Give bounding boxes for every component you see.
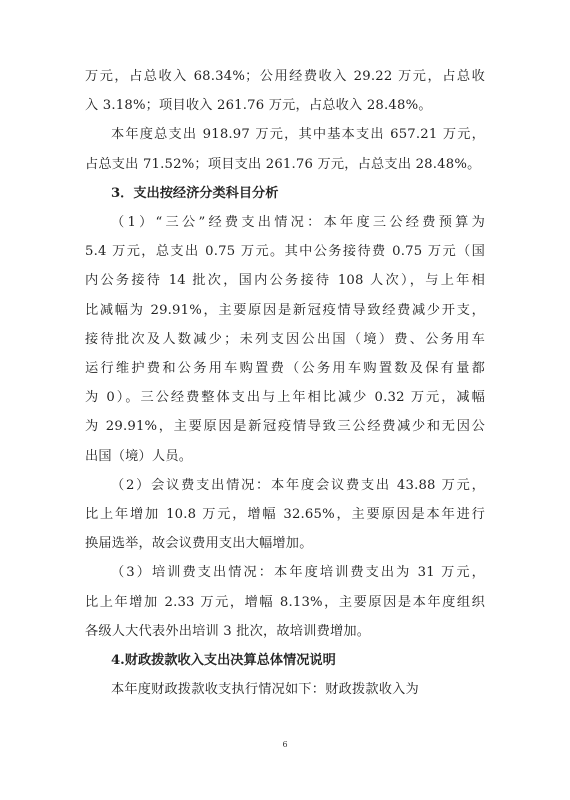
text-line: 为 29.91%，主要原因是新冠疫情导致三公经费减少和无因公 [85, 419, 485, 435]
text-line: 接待批次及人数减少；未列支因公出国（境）费、公务用车 [85, 331, 485, 347]
text-line: 万元，占总收入 68.34%；公用经费收入 29.22 万元，占总收 [85, 69, 485, 84]
text-line: 运行维护费和公务用车购置费（公务用车购置数及保有量都 [85, 361, 485, 377]
text-line: 占总支出 71.52%；项目支出 261.76 万元，占总支出 28.48%。 [85, 156, 481, 172]
section-heading: 3．支出按经济分类科目分析 [111, 185, 279, 201]
text-line: 比减幅为 29.91%，主要原因是新冠疫情导致经费减少开支， [85, 302, 485, 318]
text-line: （2）会议费支出情况：本年度会议费支出 43.88 万元， [111, 477, 485, 493]
text-line: 换届选举，故会议费用支出大幅增加。 [85, 536, 313, 552]
text-line: 各级人大代表外出培训 3 批次，故培训费增加。 [85, 623, 371, 639]
text-line: 内公务接待 14 批次，国内公务接待 108 人次），与上年相 [85, 273, 485, 289]
text-line: 为 0）。三公经费整体支出与上年相比减少 0.32 万元，减幅 [85, 390, 485, 406]
text-line: 入 3.18%；项目收入 261.76 万元，占总收入 28.48%。 [85, 98, 432, 114]
text-line: 本年度总支出 918.97 万元，其中基本支出 657.21 万元， [111, 127, 485, 143]
text-line: 本年度财政拨款收支执行情况如下：财政拨款收入为 [111, 682, 419, 698]
text-line: 5.4 万元，总支出 0.75 万元。其中公务接待费 0.75 万元（国 [85, 244, 485, 260]
text-line: 比上年增加 10.8 万元，增幅 32.65%，主要原因是本年进行 [85, 507, 485, 523]
section-heading: 4.财政拨款收入支出决算总体情况说明 [111, 653, 336, 669]
page-number: 6 [282, 740, 288, 749]
document-body [85, 62, 485, 704]
text-line: （3）培训费支出情况：本年度培训费支出为 31 万元， [111, 565, 485, 581]
text-line: 比上年增加 2.33 万元，增幅 8.13%，主要原因是本年度组织 [85, 594, 485, 610]
text-line: （1）“三公”经费支出情况：本年度三公经费预算为 [111, 215, 485, 231]
text-line: 出国（境）人员。 [85, 448, 193, 464]
